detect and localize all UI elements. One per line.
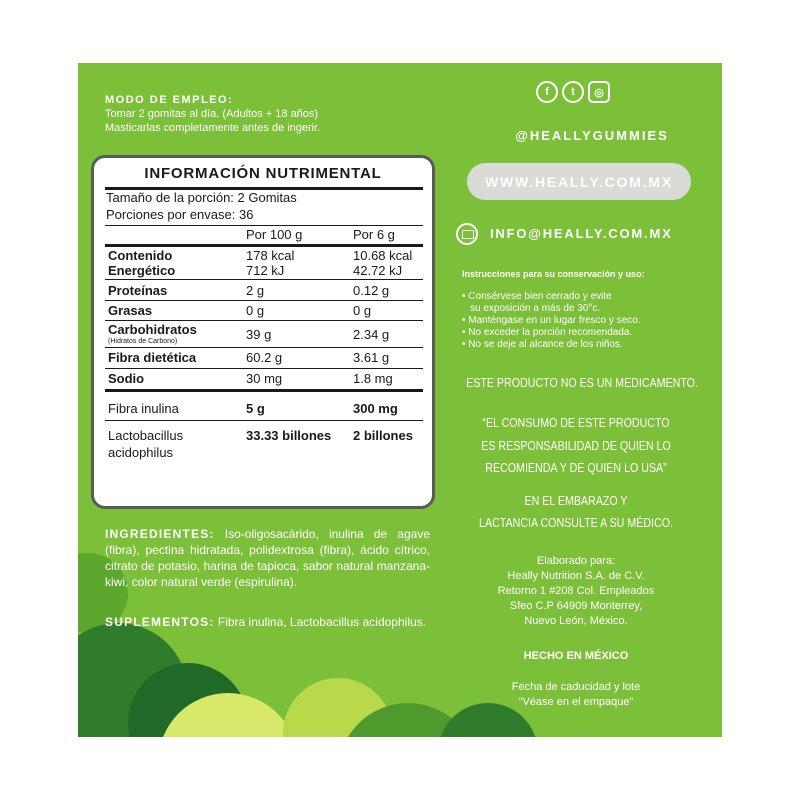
row-label: Fibra dietética [108, 350, 197, 365]
supplements-text: Fibra inulina, Lactobacillus acidophilus. [217, 615, 426, 629]
value-100g: 0 g [246, 303, 265, 318]
divider [105, 279, 423, 280]
row-label: Lactobacillus [108, 428, 184, 443]
responsibility-quote: ES RESPONSABILIDAD DE QUIEN LO [481, 438, 671, 453]
responsibility-quote: “EL CONSUMO DE ESTE PRODUCTO [482, 415, 670, 430]
pregnancy-notice: LACTANCIA CONSULTE A SU MÉDICO. [479, 515, 673, 530]
conservation-item: • Manténgase en un lugar fresco y seco. [462, 315, 641, 326]
supplements [105, 614, 430, 630]
maker-line: Heally Nutrition S.A. de C.V. [507, 570, 645, 582]
divider [105, 244, 423, 247]
divider [105, 320, 423, 321]
nutrition-table [91, 155, 435, 509]
value-100g: 5 g [246, 401, 265, 416]
instagram-icon[interactable]: ◎ [588, 81, 610, 103]
row-label: Sodio [108, 371, 145, 386]
maker-line: Nuevo León, México. [524, 615, 628, 627]
facebook-icon[interactable]: f [536, 81, 558, 103]
supplements-label: SUPLEMENTOS: [105, 615, 215, 629]
ingredients-label: INGREDIENTES: [105, 527, 215, 541]
row-label: Fibra inulina [108, 401, 179, 416]
row-sublabel: (Hidratos de Carbono) [108, 338, 178, 345]
social-handle: @HEALLYGUMMIES [515, 128, 669, 143]
maker-line: Elaborado para: [536, 555, 616, 567]
usage-line: Tomar 2 gomitas al día. (Adultos + 18 años) [105, 108, 319, 120]
usage-line: Masticarlas completamente antes de ingerir. [105, 122, 321, 134]
maker-line: Sfeo C.P 64909 Monterrey, [509, 600, 643, 612]
conservation-title: Instrucciones para su conservación y uso: [462, 269, 645, 279]
row-label: acidophilus [108, 445, 174, 460]
value-100g: 60.2 g [246, 350, 283, 365]
row-label: Proteínas [108, 283, 168, 298]
value-6g: 3.61 g [353, 350, 390, 365]
value-100g: 712 kJ [246, 263, 285, 278]
row-label: Grasas [108, 303, 153, 318]
value-100g: 33.33 billones [246, 428, 332, 443]
value-6g: 2.34 g [353, 327, 390, 342]
col-header-6g: Por 6 g [353, 227, 395, 242]
pregnancy-notice: EN EL EMBARAZO Y [524, 493, 628, 508]
ingredients [105, 526, 430, 590]
value-6g: 42.72 kJ [353, 263, 403, 278]
value-6g: 300 mg [353, 401, 398, 416]
conservation-item: su exposición a más de 30°c. [470, 303, 601, 314]
row-label: Carbohidratos [108, 322, 197, 337]
label-panel [78, 63, 722, 737]
divider [105, 389, 423, 392]
usage-title: MODO DE EMPLEO: [105, 94, 234, 106]
col-header-100g: Por 100 g [246, 227, 303, 242]
value-100g: 2 g [246, 283, 265, 298]
expiry-line: “Véase en el empaque” [518, 696, 634, 708]
made-in-mexico: HECHO EN MÉXICO [523, 650, 629, 662]
responsibility-quote: RECOMIENDA Y DE QUIEN LO USA” [485, 460, 667, 475]
maker-line: Retorno 1 #208 Col. Empleados [497, 585, 655, 597]
value-6g: 1.8 mg [353, 371, 393, 386]
divider [105, 300, 423, 301]
website-button[interactable]: WWW.HEALLY.COM.MX [467, 163, 691, 200]
value-100g: 178 kcal [246, 248, 295, 263]
row-label: Contenido [108, 248, 173, 263]
conservation-item: • No se deje al alcance de los niños. [462, 339, 623, 350]
social-icons [536, 81, 610, 103]
value-100g: 30 mg [246, 371, 283, 386]
divider [105, 420, 423, 421]
conservation-item: • Consérvese bien cerrado y evite [462, 291, 612, 302]
not-medicine-notice: ESTE PRODUCTO NO ES UN MEDICAMENTO. [466, 375, 698, 390]
value-6g: 10.68 kcal [353, 248, 413, 263]
ingredients-text: Iso-oligosacárido, inulina de agave (fibra), pectina hidratada, polidextrosa (fibra), ácido cítrico, citrato de potasio, harina de tapioca, sabor natural manzana-kiwi, color natural verde (espirulina). [105, 527, 430, 589]
conservation-item: • No exceder la porción recomendada. [462, 327, 633, 338]
servings-per-package: Porciones por envase: 36 [106, 207, 254, 222]
row-label: Energético [108, 263, 176, 278]
expiry-line: Fecha de caducidad y lote [511, 681, 641, 693]
portion-size: Tamaño de la porción: 2 Gomitas [106, 190, 297, 205]
value-6g: 0 g [353, 303, 372, 318]
divider [105, 347, 423, 348]
mail-icon [456, 223, 478, 245]
value-6g: 0.12 g [353, 283, 390, 298]
value-6g: 2 billones [353, 428, 413, 443]
twitter-icon[interactable]: t [562, 81, 584, 103]
divider [105, 368, 423, 369]
value-100g: 39 g [246, 327, 272, 342]
divider [105, 225, 423, 226]
email-link[interactable]: INFO@HEALLY.COM.MX [490, 226, 673, 241]
gummy [438, 703, 538, 737]
nutrition-title: INFORMACIÓN NUTRIMENTAL [144, 165, 382, 182]
